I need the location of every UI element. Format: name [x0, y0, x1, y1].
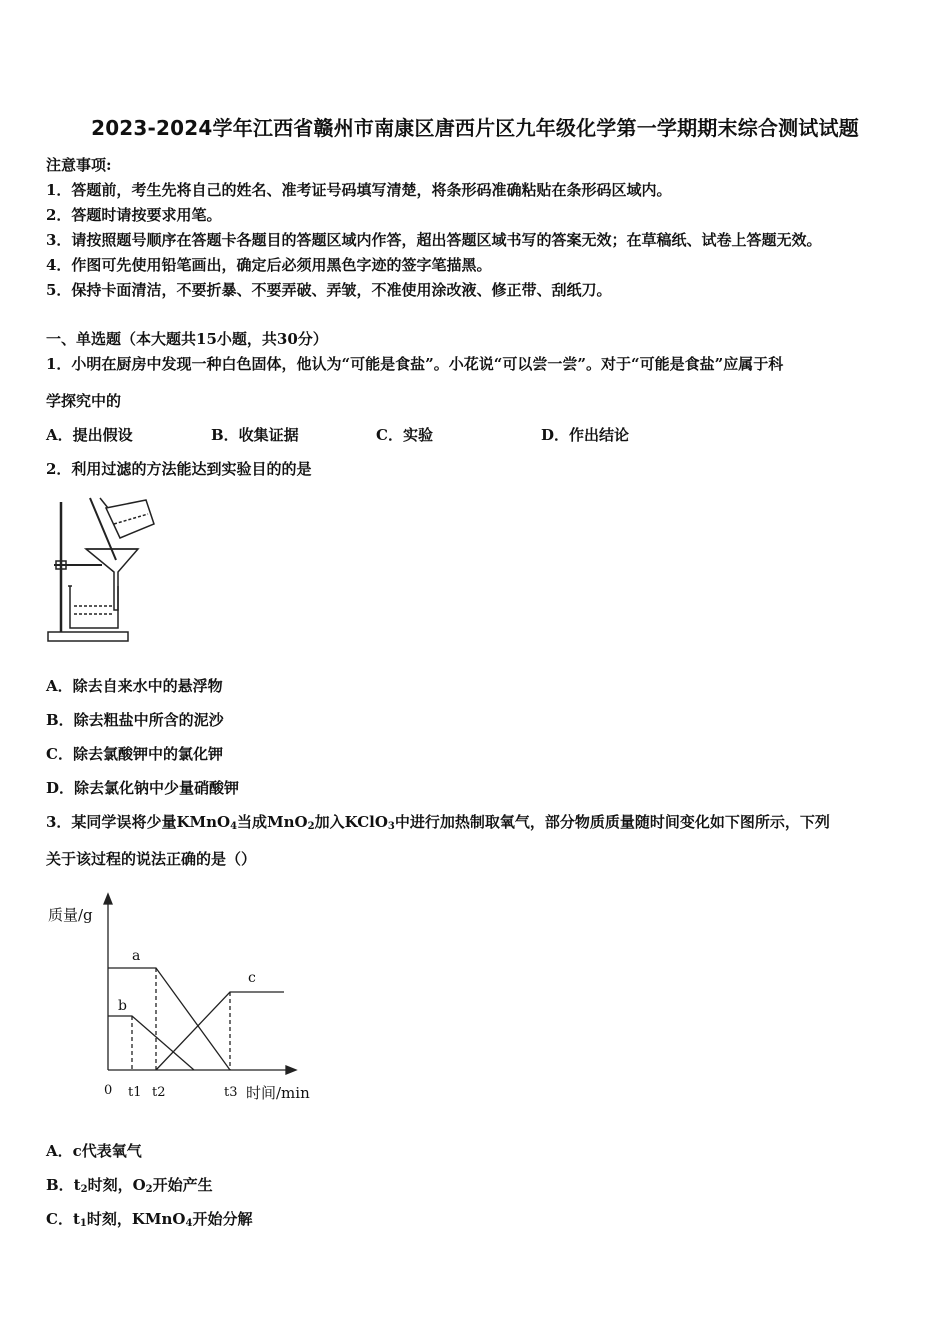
q2-option-c[interactable]: C．除去氯酸钾中的氯化钾 — [46, 745, 223, 763]
origin-label: 0 — [104, 1083, 113, 1098]
mass-time-graph — [44, 890, 324, 1110]
notice-item-1: 1．答题前，考生先将自己的姓名、准考证号码填写清楚，将条形码准确粘贴在条形码区域内。 — [46, 181, 672, 199]
q1-option-d[interactable]: D．作出结论 — [541, 426, 630, 444]
x-axis-label: 时间/min — [246, 1084, 310, 1102]
q2-stem: 2．利用过滤的方法能达到实验目的的是 — [46, 460, 312, 478]
curve-c — [156, 992, 284, 1070]
notice-item-4: 4．作图可先使用铅笔画出，确定后必须用黑色字迹的签字笔描黑。 — [46, 256, 492, 274]
notice-heading: 注意事项: — [46, 156, 112, 174]
tick-t1: t1 — [128, 1085, 142, 1100]
curve-label-a: a — [132, 948, 141, 964]
y-axis-label: 质量/g — [48, 906, 93, 924]
tick-t2: t2 — [152, 1085, 166, 1100]
tick-t3: t3 — [224, 1085, 238, 1100]
curve-label-b: b — [118, 998, 127, 1014]
q2-option-a[interactable]: A．除去自来水中的悬浮物 — [46, 677, 223, 695]
q3-stem-line1: 3．某同学误将少量KMnO$_4$当成MnO$_2$加入KClO$_3$中进行加热制取氧气，部分物质质量随时间变化如下图所示，下列 — [46, 813, 830, 832]
q3-option-a[interactable]: A．c代表氧气 — [46, 1142, 142, 1160]
filtration-apparatus-figure — [44, 494, 164, 646]
q2-option-b[interactable]: B．除去粗盐中所含的泥沙 — [46, 711, 224, 729]
curve-label-c: c — [248, 970, 256, 986]
section-heading: 一、单选题（本大题共15小题，共30分） — [46, 330, 328, 348]
notice-item-2: 2．答题时请按要求用笔。 — [46, 206, 222, 224]
q2-option-d[interactable]: D．除去氯化钠中少量硝酸钾 — [46, 779, 240, 797]
page-title: 2023-2024学年江西省赣州市南康区唐西片区九年级化学第一学期期末综合测试试题 — [91, 116, 859, 140]
q3-option-c[interactable]: C．$t_1$时刻，KMnO$_4$开始分解 — [46, 1210, 253, 1229]
notice-item-5: 5．保持卡面清洁，不要折暴、不要弄破、弄皱，不准使用涂改液、修正带、刮纸刀。 — [46, 281, 612, 299]
q1-option-a[interactable]: A．提出假设 — [46, 426, 133, 444]
q3-option-b[interactable]: B．$t_2$时刻，$O_2$开始产生 — [46, 1176, 213, 1195]
q1-option-b[interactable]: B．收集证据 — [211, 426, 299, 444]
notice-item-3: 3．请按照题号顺序在答题卡各题目的答题区域内作答，超出答题区域书写的答案无效；在草稿纸、试卷上答题无效。 — [46, 231, 822, 249]
q1-stem-line2: 学探究中的 — [46, 392, 122, 410]
curve-a — [108, 968, 230, 1070]
q3-stem-line2: 关于该过程的说法正确的是（） — [46, 850, 257, 868]
q1-option-c[interactable]: C．实验 — [376, 426, 433, 444]
q1-stem-line1: 1．小明在厨房中发现一种白色固体，他认为“可能是食盐”。小花说“可以尝一尝”。对于“可能是食盐”应属于科 — [46, 355, 784, 373]
